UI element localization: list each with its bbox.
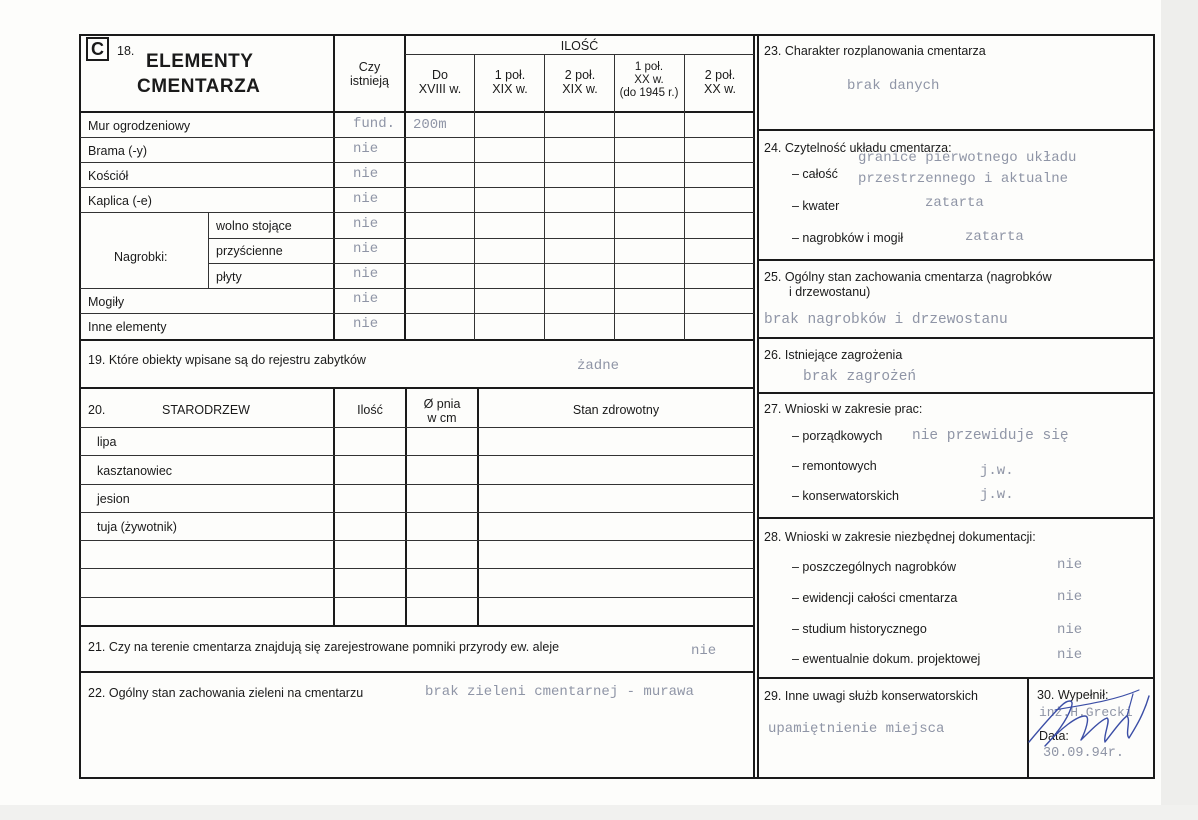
sep-25-26	[757, 337, 1155, 339]
s18-header-bottom	[79, 111, 755, 113]
s18-row-line	[80, 187, 754, 188]
s18-row-line	[80, 162, 754, 163]
s20-row-line	[80, 455, 754, 456]
s27-conservation-value: j.w.	[980, 487, 1014, 503]
row-gate-label: Brama (-y)	[88, 144, 148, 158]
row-chapel-exists: nie	[353, 191, 379, 207]
s25-label-1: 25. Ogólny stan zachowania cmentarza (nagrobków	[764, 270, 1052, 284]
s27-repair-value: j.w.	[980, 463, 1014, 479]
s22-label: 22. Ogólny stan zachowania zieleni na cmentarzu	[88, 686, 364, 700]
s20-col-1	[333, 388, 335, 626]
s28-item-value: nie	[1057, 622, 1083, 638]
s20-number: 20.	[88, 403, 106, 417]
s30-label: 30. Wypełnił:	[1037, 688, 1109, 702]
row-wallmounted-label: przyścienne	[216, 244, 283, 258]
sep-21-22	[79, 671, 755, 673]
s22-value: brak zieleni cmentarnej - murawa	[425, 684, 694, 700]
s20-row-line	[80, 427, 754, 428]
tree-row-label: jesion	[97, 492, 130, 506]
s28-item-label: – poszczególnych nagrobków	[792, 560, 956, 574]
s30-date: 30.09.94r.	[1043, 746, 1125, 761]
s20-col-quantity: Ilość	[357, 403, 383, 417]
signature	[1015, 676, 1155, 766]
s24-quarters-label: – kwater	[792, 199, 840, 213]
row-slabs-label: płyty	[216, 270, 242, 284]
s18-quantity-under	[405, 54, 754, 55]
row-wall-label: Mur ogrodzeniowy	[88, 119, 191, 133]
s27-ordering-label: – porządkowych	[792, 429, 883, 443]
paper-edge-right	[1161, 0, 1198, 820]
row-wall-quantity: 200m	[413, 117, 447, 133]
row-other-exists: nie	[353, 316, 379, 332]
s20-row-line	[80, 597, 754, 598]
s20-col-diameter: Ø pnia w cm	[423, 397, 461, 425]
s18-row-line	[208, 238, 754, 239]
row-freestanding-label: wolno stojące	[216, 219, 292, 233]
sep-27-28	[757, 517, 1155, 519]
s30-date-label: Data:	[1039, 729, 1069, 743]
row-slabs-exists: nie	[353, 266, 379, 282]
s26-value: brak zagrożeń	[803, 369, 917, 385]
s28-item-value: nie	[1057, 589, 1083, 605]
tree-row-label: tuja (żywotnik)	[97, 520, 177, 534]
s19-value: żadne	[577, 358, 620, 374]
s28-item-label: – studium historycznego	[792, 622, 927, 636]
s20-row-line	[80, 540, 754, 541]
s21-label: 21. Czy na terenie cmentarza znajdują się zarejestrowane pomniki przyrody ew. aleje	[88, 640, 560, 654]
s24-label: 24. Czytelność układu cmentarza:	[764, 141, 952, 155]
sep-18-19	[79, 339, 755, 341]
sep-26-27	[757, 392, 1155, 394]
row-other-label: Inne elementy	[88, 320, 167, 334]
s18-exists-header: Czy istnieją	[350, 60, 389, 88]
s18-row-line	[208, 263, 754, 264]
s28-item-label: – ewidencji całości cmentarza	[792, 591, 958, 605]
row-graves-exists: nie	[353, 291, 379, 307]
frame-left	[79, 34, 81, 779]
row-graves-label: Mogiły	[88, 295, 125, 309]
row-tombstones-label: Nagrobki:	[114, 250, 168, 264]
s18-tombstones-split	[208, 213, 209, 289]
s18-col-2	[474, 54, 475, 340]
frame-bottom	[79, 777, 1155, 779]
s26-label: 26. Istniejące zagrożenia	[764, 348, 903, 362]
s27-conservation-label: – konserwatorskich	[792, 489, 899, 503]
s20-row-line	[80, 512, 754, 513]
s28-item-value: nie	[1057, 647, 1083, 663]
s18-quantity-header: ILOŚĆ	[560, 39, 599, 53]
row-wallmounted-exists: nie	[353, 241, 379, 257]
tree-row-label: kasztanowiec	[97, 464, 173, 478]
frame-right	[1153, 34, 1155, 779]
s25-value: brak nagrobków i drzewostanu	[764, 312, 1008, 328]
row-freestanding-exists: nie	[353, 216, 379, 232]
s18-row-line	[80, 137, 754, 138]
s27-ordering-value: nie przewiduje się	[912, 428, 1069, 444]
s29-value: upamiętnienie miejsca	[768, 721, 945, 737]
s18-row-line	[80, 288, 754, 289]
s20-col-health: Stan zdrowotny	[572, 403, 660, 417]
paper-edge-bottom	[0, 805, 1198, 820]
s28-item-label: – ewentualnie dokum. projektowej	[792, 652, 981, 666]
sep-19-20	[79, 387, 755, 389]
s27-label: 27. Wnioski w zakresie prac:	[764, 402, 923, 416]
row-wall-exists: fund.	[353, 116, 396, 132]
s24-quarters-value: zatarta	[925, 195, 984, 211]
s24-graves-value: zatarta	[965, 229, 1024, 245]
s24-whole-value-2: przestrzennego i aktualne	[858, 171, 1069, 187]
s25-label-2: i drzewostanu)	[789, 285, 871, 299]
s24-whole-label: – całość	[792, 167, 838, 181]
s29-label: 29. Inne uwagi służb konserwatorskich	[764, 689, 979, 703]
row-gate-exists: nie	[353, 141, 379, 157]
s23-label: 23. Charakter rozplanowania cmentarza	[764, 44, 986, 58]
form-letter-box: C	[86, 37, 109, 61]
s28-item-value: nie	[1057, 557, 1083, 573]
s18-row-line	[80, 212, 754, 213]
s20-title: STARODRZEW	[162, 403, 250, 417]
tree-row-label: lipa	[97, 435, 117, 449]
s18-row-line	[80, 313, 754, 314]
s18-period-2: 1 poł. XIX w.	[492, 68, 528, 96]
s18-col-3	[544, 54, 545, 340]
frame-middle-right	[757, 34, 759, 779]
frame-top	[79, 34, 1155, 36]
s27-repair-label: – remontowych	[792, 459, 877, 473]
s18-period-3: 2 poł. XIX w.	[562, 68, 598, 96]
s28-label: 28. Wnioski w zakresie niezbędnej dokumentacji:	[764, 530, 1036, 544]
s24-whole-value-1: granice pierwotnego układu	[858, 150, 1077, 166]
s20-row-line	[80, 484, 754, 485]
row-church-label: Kościół	[88, 169, 129, 183]
s30-name: inż.H.Grecki	[1039, 705, 1133, 720]
s20-row-line	[80, 568, 754, 569]
sep-20-21	[79, 625, 755, 627]
row-church-exists: nie	[353, 166, 379, 182]
s18-period-1: Do XVIII w.	[418, 68, 462, 96]
s24-graves-label: – nagrobków i mogił	[792, 231, 904, 245]
s19-label: 19. Które obiekty wpisane są do rejestru zabytków	[88, 353, 366, 367]
s18-title-line2: CMENTARZA	[137, 76, 261, 97]
s21-value: nie	[691, 643, 717, 659]
s23-value: brak danych	[847, 78, 940, 94]
s18-period-5: 2 poł. XX w.	[704, 68, 736, 96]
s18-period-4: 1 poł. XX w. (do 1945 r.)	[619, 61, 679, 99]
s18-number: 18.	[117, 44, 135, 58]
s18-title-line1: ELEMENTY	[146, 51, 254, 72]
row-chapel-label: Kaplica (-e)	[88, 194, 152, 208]
sep-23-24	[757, 129, 1155, 131]
sep-24-25	[757, 259, 1155, 261]
